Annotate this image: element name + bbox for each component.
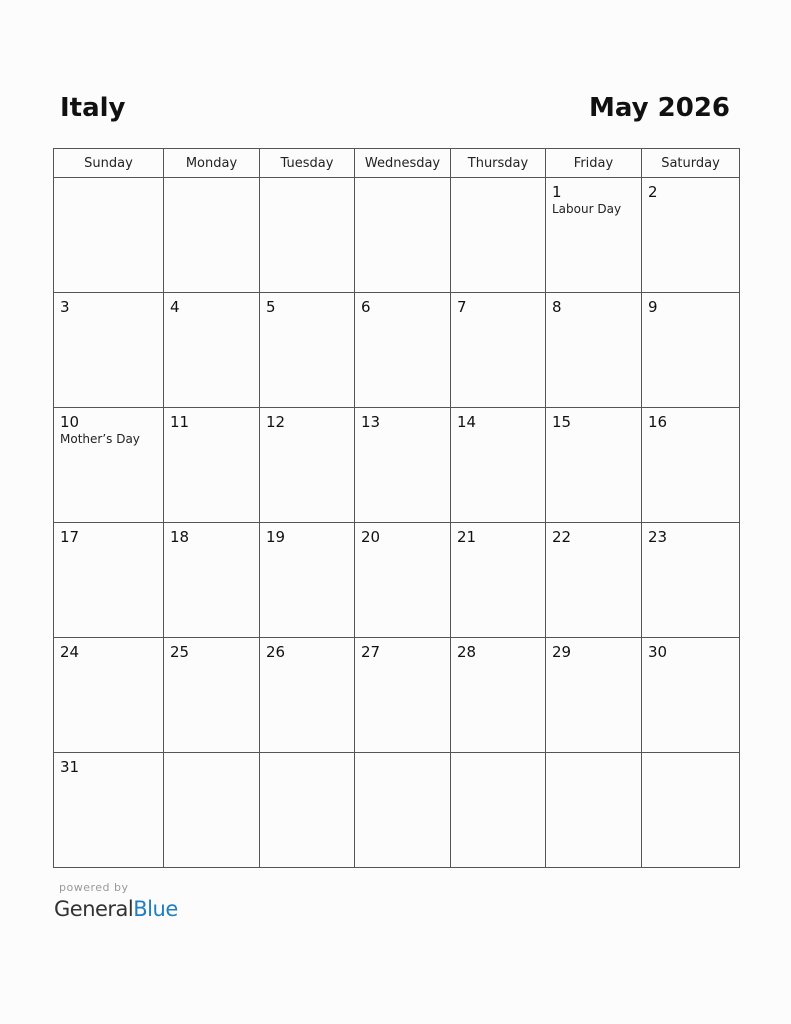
day-number: 19: [266, 528, 286, 546]
day-number: 16: [648, 413, 668, 431]
calendar-grid: [53, 148, 740, 868]
day-cell: [54, 178, 164, 293]
day-number: 27: [361, 643, 381, 661]
day-cell: [54, 638, 164, 753]
day-number: 26: [266, 643, 286, 661]
day-cell: [355, 178, 451, 293]
day-number: 6: [361, 298, 371, 316]
day-cell: [642, 638, 740, 753]
weekday-header: Monday: [164, 149, 260, 178]
day-number: 4: [170, 298, 180, 316]
day-cell: [546, 638, 642, 753]
day-number: 11: [170, 413, 190, 431]
weekday-header: Thursday: [451, 149, 546, 178]
day-number: 8: [552, 298, 562, 316]
day-cell: [260, 408, 355, 523]
day-number: [164, 753, 259, 758]
day-cell: [355, 523, 451, 638]
day-cell: [260, 638, 355, 753]
day-cell: [260, 523, 355, 638]
day-cell: [642, 178, 740, 293]
day-number: 7: [457, 298, 467, 316]
powered-by-label: powered by: [59, 881, 129, 894]
day-cell: [260, 178, 355, 293]
day-cell: [642, 753, 740, 868]
weekday-header: Friday: [546, 149, 642, 178]
day-number: [546, 753, 641, 758]
day-cell: [54, 523, 164, 638]
holiday-label: Mother’s Day: [60, 432, 140, 446]
day-cell: [546, 408, 642, 523]
day-number: 14: [457, 413, 477, 431]
calendar-country: Italy: [60, 93, 126, 123]
weekday-header: Wednesday: [355, 149, 451, 178]
day-number: [54, 178, 163, 183]
day-number: 9: [648, 298, 658, 316]
day-number: [642, 753, 739, 758]
day-number: [260, 753, 354, 758]
day-number: 28: [457, 643, 477, 661]
day-cell: [355, 753, 451, 868]
day-cell: [164, 408, 260, 523]
day-cell: [54, 753, 164, 868]
day-number: [355, 753, 450, 758]
day-number: [451, 753, 545, 758]
day-number: [164, 178, 259, 183]
day-cell: [164, 178, 260, 293]
day-number: [451, 178, 545, 183]
day-cell: [260, 753, 355, 868]
day-number: 22: [552, 528, 572, 546]
day-number: 30: [648, 643, 668, 661]
calendar-month-year: May 2026: [589, 93, 730, 123]
day-cell: [546, 293, 642, 408]
day-number: 21: [457, 528, 477, 546]
day-number: 23: [648, 528, 668, 546]
day-number: 24: [60, 643, 80, 661]
week-row: [54, 408, 740, 523]
week-row: [54, 638, 740, 753]
day-cell: [642, 408, 740, 523]
day-cell: [164, 523, 260, 638]
day-number: [260, 178, 354, 183]
day-cell: [546, 178, 642, 293]
day-number: 25: [170, 643, 190, 661]
weekday-header-row: [54, 149, 740, 178]
day-number: 17: [60, 528, 80, 546]
day-number: 3: [60, 298, 70, 316]
day-cell: [260, 293, 355, 408]
day-cell: [355, 638, 451, 753]
week-row: [54, 293, 740, 408]
day-cell: [546, 753, 642, 868]
day-cell: [54, 408, 164, 523]
week-row: [54, 523, 740, 638]
weekday-header: Tuesday: [260, 149, 355, 178]
day-number: 18: [170, 528, 190, 546]
weekday-header: Sunday: [54, 149, 164, 178]
generalblue-logo: [54, 896, 178, 922]
day-cell: [642, 293, 740, 408]
day-cell: [164, 638, 260, 753]
day-cell: [355, 293, 451, 408]
day-number: 5: [266, 298, 276, 316]
weekday-header: Saturday: [642, 149, 740, 178]
day-cell: [546, 523, 642, 638]
day-number: [355, 178, 450, 183]
day-number: 13: [361, 413, 381, 431]
week-row: [54, 178, 740, 293]
day-cell: [451, 753, 546, 868]
day-number: 10: [60, 413, 80, 431]
day-number: 2: [648, 183, 658, 201]
day-cell: [355, 408, 451, 523]
day-cell: [451, 638, 546, 753]
day-number: 15: [552, 413, 572, 431]
day-cell: [451, 178, 546, 293]
holiday-label: Labour Day: [552, 202, 622, 216]
day-cell: [451, 523, 546, 638]
logo-general-text: General: [54, 897, 134, 921]
logo-blue-text: Blue: [133, 897, 178, 921]
day-cell: [642, 523, 740, 638]
day-cell: [164, 753, 260, 868]
day-cell: [54, 293, 164, 408]
day-number: 12: [266, 413, 286, 431]
day-cell: [451, 293, 546, 408]
day-cell: [164, 293, 260, 408]
week-row: [54, 753, 740, 868]
day-number: 31: [60, 758, 80, 776]
day-number: 1: [552, 183, 562, 201]
day-cell: [451, 408, 546, 523]
day-number: 29: [552, 643, 572, 661]
day-number: 20: [361, 528, 381, 546]
